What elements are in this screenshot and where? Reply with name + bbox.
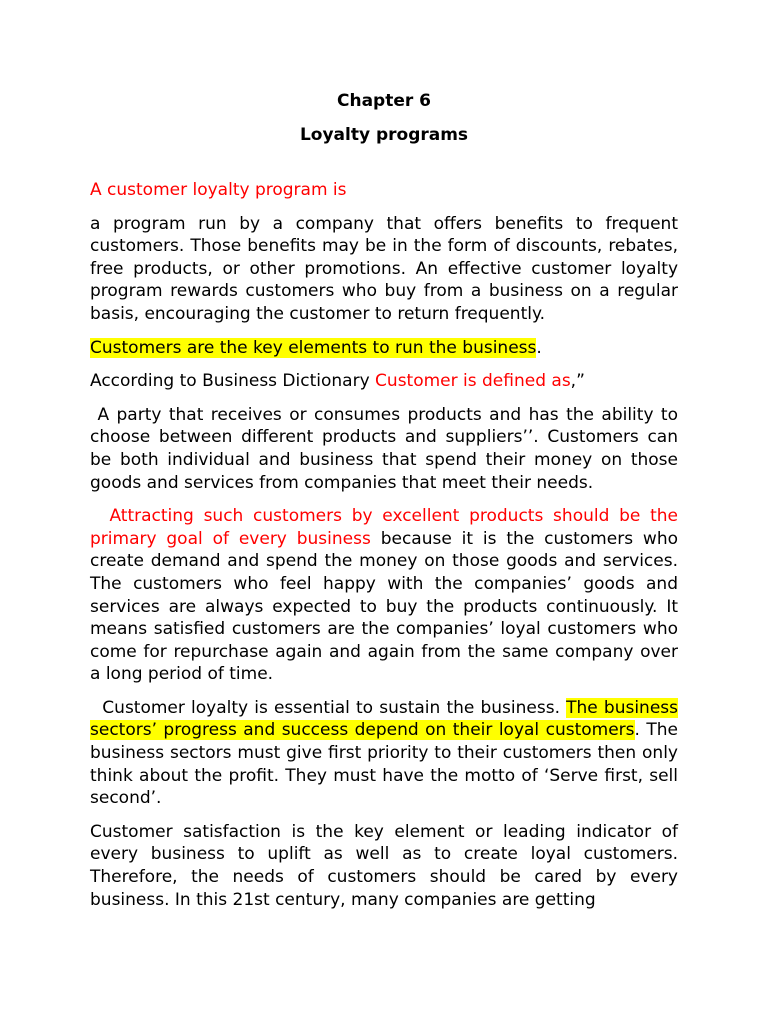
- highlighted-text-run: Customers are the key elements to run the business: [90, 337, 537, 358]
- text-run: ,”: [570, 371, 585, 392]
- paragraph-customer-definition: [90, 404, 684, 494]
- text-run: . The business sectors must give first priority to their customers then only think about the profit. They must have the motto of ‘Serve first, sell second’.: [90, 720, 678, 809]
- red-text-run: Attracting such customers by excellent products should be the primary goal of every business: [90, 506, 684, 549]
- text-run: .: [536, 337, 542, 358]
- text-run: According to Business Dictionary: [90, 371, 376, 392]
- text-run: Customer loyalty is essential to sustain the business.: [90, 697, 567, 718]
- paragraph-attracting-customers: [90, 505, 684, 686]
- paragraph-customer-satisfaction: [90, 821, 678, 911]
- paragraph-key-elements: [90, 337, 678, 360]
- text-run: Customer satisfaction is the key element or leading indicator of every business to uplift as well as to create loyal customers. Therefore, the needs of customers should be cared by every business. In this 21st century, many companies are getting: [90, 821, 678, 910]
- paragraph-business-dictionary: [90, 370, 678, 393]
- text-run: a program run by a company that offers benefits to frequent customers. Those benefits may be in the form of discounts, rebates, free products, or other promotions. An effective customer loyalty program rewards customers who buy from a business on a regular basis, encouraging the customer to return frequently.: [90, 213, 678, 324]
- red-text-run: Customer is defined as: [375, 371, 571, 392]
- paragraph-definition: [90, 213, 678, 326]
- red-text-run: A customer loyalty program is: [90, 180, 347, 200]
- paragraph-customer-loyalty: [90, 697, 678, 810]
- chapter-heading: Chapter 6: [336, 91, 431, 111]
- text-run: A party that receives or consumes products and has the ability to choose between different products and suppliers’’. Customers can be both individual and business that spend their money on those goods and services from companies that meet their needs.: [90, 404, 684, 493]
- highlighted-text-run: The business sectors’ progress and success depend on their loyal customers: [90, 697, 678, 741]
- chapter-title: Loyalty programs: [299, 125, 469, 145]
- text-run: because it is the customers who create demand and spend the money on those goods and services. The customers who feel happy with the companies’ goods and services are always expected to buy the products continuously. It means satisfied customers are the companies’ loyal customers who come for repurchase again and again from the same company over a long period of time.: [90, 528, 678, 685]
- paragraph-definition-lead: [90, 179, 678, 202]
